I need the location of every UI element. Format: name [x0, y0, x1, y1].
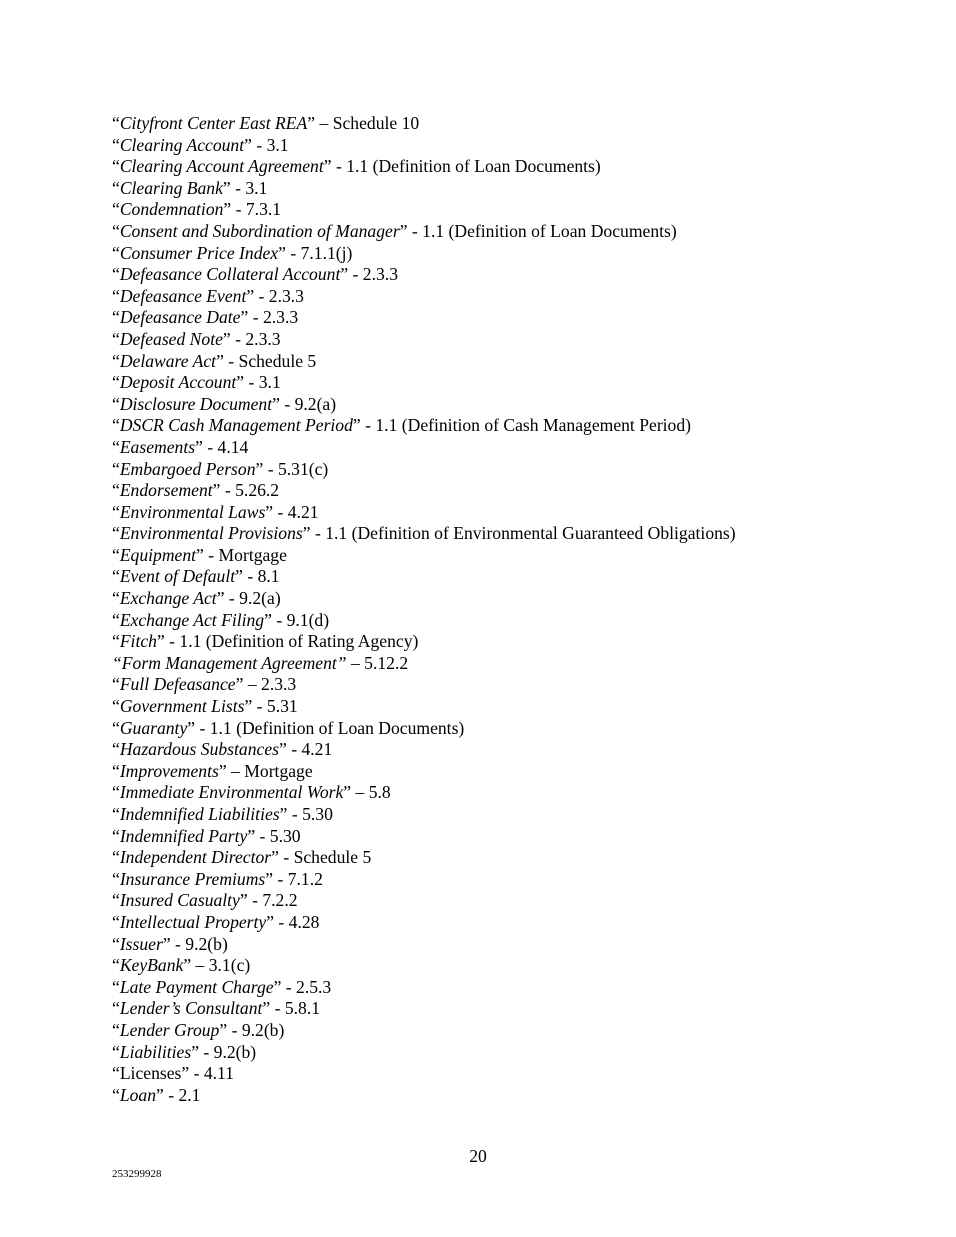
open-quote: “: [112, 998, 120, 1019]
section-reference: - 1.1 (Definition of Loan Documents): [407, 220, 677, 241]
defined-term: Consumer Price Index: [119, 242, 279, 263]
close-quote: ”: [156, 631, 165, 652]
section-reference: - 7.3.1: [231, 199, 282, 220]
open-quote: “: [112, 890, 120, 911]
open-quote: “: [112, 393, 120, 414]
defined-term-entry: [112, 1085, 912, 1107]
section-reference: - 5.8.1: [270, 998, 321, 1019]
close-quote: ”: [181, 1063, 190, 1084]
defined-term: Clearing Account Agreement: [119, 156, 324, 177]
section-reference: - 5.26.2: [220, 480, 280, 501]
defined-term-entry: [112, 653, 912, 675]
defined-term-entry: [112, 437, 912, 459]
section-reference: – 3.1(c): [191, 955, 251, 976]
defined-term-entry: [112, 674, 912, 696]
close-quote: ”: [195, 436, 203, 457]
close-quote: ”: [218, 760, 227, 781]
defined-term-entry: [112, 135, 912, 157]
section-reference: - 2.3.3: [230, 328, 281, 349]
defined-term-entry: [112, 804, 912, 826]
defined-term-entry: [112, 1020, 912, 1042]
section-reference: - Schedule 5: [223, 350, 317, 371]
open-quote: “: [112, 804, 120, 824]
section-reference: - 5.30: [287, 804, 333, 824]
open-quote: “: [112, 328, 120, 349]
close-quote: ”: [222, 177, 231, 198]
close-quote: ”: [240, 307, 249, 328]
section-reference: - 4.21: [273, 501, 319, 522]
section-reference: - 1.1 (Definition of Rating Agency): [164, 631, 419, 652]
defined-term-entry: [112, 156, 912, 178]
open-quote: “: [112, 1041, 120, 1062]
close-quote: ”: [278, 242, 286, 263]
close-quote: ”: [307, 113, 316, 133]
defined-term-entry: [112, 955, 912, 977]
open-quote: “: [112, 285, 120, 306]
defined-term: Government Lists: [119, 696, 245, 717]
defined-term: Improvements: [119, 760, 219, 781]
defined-term-entry: [112, 178, 912, 200]
section-reference: - 5.31: [252, 696, 298, 717]
defined-term-entry: [112, 761, 912, 783]
open-quote: “: [112, 1063, 120, 1084]
section-reference: – 5.12.2: [346, 652, 409, 673]
section-reference: - 4.21: [286, 739, 333, 760]
open-quote: “: [112, 652, 122, 673]
open-quote: “: [112, 674, 120, 695]
section-reference: - 1.1 (Definition of Environmental Guaranteed Obligations): [310, 523, 736, 544]
open-quote: “: [112, 717, 120, 738]
defined-term-entry: [112, 351, 912, 373]
page-number: 20: [469, 1146, 487, 1166]
close-quote: ”: [196, 544, 204, 565]
defined-term: Clearing Bank: [119, 177, 223, 198]
defined-term: Independent Director: [119, 847, 272, 868]
close-quote: ”: [272, 393, 280, 414]
close-quote: ”: [222, 328, 231, 349]
defined-term: Late Payment Charge: [119, 976, 274, 997]
close-quote: ”: [278, 739, 287, 760]
open-quote: “: [112, 220, 120, 241]
defined-term: DSCR Cash Management Period: [119, 415, 353, 436]
defined-term: Defeasance Event: [119, 285, 247, 306]
defined-term-entry: [112, 113, 912, 135]
defined-term-entry: [112, 739, 912, 761]
section-reference: - 2.5.3: [281, 976, 332, 997]
close-quote: ”: [302, 523, 311, 544]
defined-term-entry: [112, 329, 912, 351]
document-id: 253299928: [112, 1168, 162, 1180]
defined-term-entry: [112, 588, 912, 610]
close-quote: ”: [216, 350, 224, 371]
open-quote: “: [112, 847, 120, 868]
open-quote: “: [112, 436, 120, 457]
close-quote: ”: [265, 868, 274, 889]
close-quote: ”: [352, 415, 361, 436]
defined-term-entry: [112, 372, 912, 394]
close-quote: ”: [340, 264, 349, 285]
defined-term: Clearing Account: [119, 134, 245, 155]
section-reference: - 1.1 (Definition of Loan Documents): [195, 717, 465, 738]
open-quote: “: [112, 566, 120, 587]
defined-terms-list: [112, 113, 912, 1106]
defined-term-entry: [112, 394, 912, 416]
close-quote: ”: [162, 933, 171, 954]
close-quote: ”: [219, 1019, 228, 1040]
close-quote: ”: [183, 955, 192, 976]
close-quote: ”: [212, 480, 221, 501]
defined-term-entry: [112, 890, 912, 912]
open-quote: “: [112, 501, 120, 522]
section-reference: - 2.3.3: [348, 264, 398, 285]
defined-term-entry: [112, 977, 912, 999]
close-quote: ”: [336, 652, 347, 673]
section-reference: - Mortgage: [203, 544, 287, 565]
section-reference: - 2.1: [163, 1084, 201, 1105]
open-quote: “: [112, 199, 120, 220]
open-quote: “: [112, 933, 120, 954]
defined-term-entry: [112, 1063, 912, 1085]
section-reference: - 9.1(d): [271, 609, 330, 630]
defined-term-entry: [112, 718, 912, 740]
open-quote: “: [112, 177, 120, 198]
close-quote: ”: [343, 782, 352, 803]
defined-term: Defeasance Collateral Account: [119, 264, 341, 285]
defined-term: Indemnified Party: [119, 825, 248, 846]
section-reference: - 4.28: [274, 911, 320, 932]
defined-term: Event of Default: [119, 566, 236, 587]
defined-term: Lender Group: [119, 1019, 220, 1040]
defined-term: Defeased Note: [119, 328, 223, 349]
defined-term: Delaware Act: [119, 350, 217, 371]
defined-term-entry: [112, 307, 912, 329]
defined-term: Licenses: [119, 1063, 182, 1084]
defined-term: Condemnation: [119, 199, 224, 220]
defined-term: Immediate Environmental Work: [119, 782, 344, 803]
defined-term: KeyBank: [119, 955, 184, 976]
defined-term-entry: [112, 696, 912, 718]
defined-term: Liabilities: [119, 1041, 192, 1062]
defined-term: Lender’s Consultant: [119, 998, 263, 1019]
open-quote: “: [112, 739, 120, 760]
defined-term: Issuer: [119, 933, 163, 954]
close-quote: ”: [323, 156, 332, 177]
defined-term: Fitch: [119, 631, 157, 652]
open-quote: “: [112, 868, 120, 889]
open-quote: “: [112, 782, 120, 803]
defined-term-entry: [112, 566, 912, 588]
defined-term-entry: [112, 1042, 912, 1064]
section-reference: - 7.2.2: [247, 890, 298, 911]
close-quote: ”: [187, 717, 196, 738]
defined-term-entry: [112, 631, 912, 653]
open-quote: “: [112, 264, 120, 285]
close-quote: ”: [279, 804, 288, 824]
defined-term-entry: [112, 847, 912, 869]
defined-term-entry: [112, 264, 912, 286]
section-reference: - 5.30: [255, 825, 301, 846]
defined-term: Consent and Subordination of Manager: [119, 220, 400, 241]
defined-term: Form Management Agreement: [121, 652, 337, 673]
close-quote: ”: [191, 1041, 199, 1062]
defined-term-entry: [112, 502, 912, 524]
close-quote: ”: [223, 199, 232, 220]
close-quote: ”: [247, 825, 256, 846]
close-quote: ”: [244, 696, 253, 717]
defined-term-entry: [112, 221, 912, 243]
close-quote: ”: [235, 566, 243, 587]
section-reference: - 9.2(a): [224, 588, 281, 609]
defined-term-entry: [112, 480, 912, 502]
open-quote: “: [112, 415, 120, 436]
defined-term: Exchange Act: [119, 588, 217, 609]
section-reference: - 9.2(b): [170, 933, 228, 954]
defined-term-entry: [112, 826, 912, 848]
defined-term: Endorsement: [119, 480, 213, 501]
defined-term: Exchange Act Filing: [119, 609, 265, 630]
defined-term: Embargoed Person: [119, 458, 256, 479]
defined-term: Environmental Provisions: [119, 523, 303, 544]
close-quote: ”: [273, 976, 282, 997]
defined-term-entry: [112, 286, 912, 308]
close-quote: ”: [239, 890, 248, 911]
defined-term: Insured Casualty: [119, 890, 240, 911]
open-quote: “: [112, 825, 120, 846]
section-reference: - 7.1.1(j): [285, 242, 353, 263]
close-quote: ”: [262, 998, 271, 1019]
open-quote: “: [112, 307, 120, 328]
section-reference: - 9.2(b): [227, 1019, 285, 1040]
close-quote: ”: [264, 609, 272, 630]
close-quote: ”: [244, 134, 252, 155]
open-quote: “: [112, 523, 120, 544]
close-quote: ”: [266, 911, 275, 932]
close-quote: ”: [271, 847, 279, 868]
close-quote: ”: [265, 501, 274, 522]
section-reference: – 2.3.3: [243, 674, 297, 695]
open-quote: “: [112, 372, 120, 393]
open-quote: “: [112, 696, 120, 717]
open-quote: “: [112, 134, 120, 155]
defined-term: Guaranty: [119, 717, 188, 738]
close-quote: ”: [216, 588, 225, 609]
open-quote: “: [112, 480, 120, 501]
open-quote: “: [112, 458, 120, 479]
defined-term-entry: [112, 912, 912, 934]
defined-term: Intellectual Property: [119, 911, 267, 932]
open-quote: “: [112, 156, 120, 177]
section-reference: - 1.1 (Definition of Loan Documents): [331, 156, 601, 177]
open-quote: “: [112, 1019, 120, 1040]
section-reference: - 2.3.3: [248, 307, 299, 328]
section-reference: – Mortgage: [226, 760, 313, 781]
defined-term-entry: [112, 545, 912, 567]
defined-term-entry: [112, 934, 912, 956]
section-reference: - 1.1 (Definition of Cash Management Period): [360, 415, 692, 436]
section-reference: - 3.1: [244, 372, 281, 393]
open-quote: “: [112, 242, 120, 263]
defined-term-entry: [112, 523, 912, 545]
section-reference: - Schedule 5: [278, 847, 372, 868]
defined-term-entry: [112, 199, 912, 221]
close-quote: ”: [399, 220, 408, 241]
close-quote: ”: [246, 285, 255, 306]
defined-term: Equipment: [119, 544, 197, 565]
section-reference: - 4.14: [202, 436, 249, 457]
open-quote: “: [112, 976, 120, 997]
section-reference: - 9.2(a): [279, 393, 337, 414]
defined-term: Easements: [119, 436, 196, 457]
open-quote: “: [112, 113, 120, 133]
section-reference: - 4.11: [189, 1063, 234, 1084]
open-quote: “: [112, 544, 120, 565]
open-quote: “: [112, 760, 120, 781]
close-quote: ”: [156, 1084, 164, 1105]
close-quote: ”: [255, 458, 264, 479]
section-reference: – Schedule 10: [315, 113, 420, 133]
open-quote: “: [112, 609, 120, 630]
defined-term-entry: [112, 782, 912, 804]
defined-term: Hazardous Substances: [119, 739, 279, 760]
close-quote: ”: [236, 372, 245, 393]
section-reference: – 5.8: [351, 782, 391, 803]
section-reference: - 7.1.2: [273, 868, 323, 889]
defined-term-entry: [112, 415, 912, 437]
defined-term: Insurance Premiums: [119, 868, 266, 889]
section-reference: - 3.1: [251, 134, 289, 155]
open-quote: “: [112, 350, 120, 371]
open-quote: “: [112, 588, 120, 609]
open-quote: “: [112, 911, 120, 932]
defined-term-entry: [112, 869, 912, 891]
defined-term: Cityfront Center East REA: [119, 113, 308, 133]
open-quote: “: [112, 631, 120, 652]
defined-term: Indemnified Liabilities: [119, 804, 280, 824]
defined-term: Environmental Laws: [119, 501, 266, 522]
defined-term-entry: [112, 459, 912, 481]
defined-term: Deposit Account: [119, 372, 237, 393]
section-reference: - 9.2(b): [199, 1041, 257, 1062]
section-reference: - 3.1: [230, 177, 268, 198]
defined-term-entry: [112, 998, 912, 1020]
section-reference: - 8.1: [242, 566, 280, 587]
section-reference: - 5.31(c): [263, 458, 329, 479]
defined-term: Disclosure Document: [119, 393, 273, 414]
defined-term-entry: [112, 610, 912, 632]
close-quote: ”: [235, 674, 244, 695]
section-reference: - 2.3.3: [254, 285, 304, 306]
open-quote: “: [112, 955, 120, 976]
defined-term: Loan: [119, 1084, 156, 1105]
defined-term: Defeasance Date: [119, 307, 241, 328]
defined-term: Full Defeasance: [119, 674, 236, 695]
open-quote: “: [112, 1084, 120, 1105]
defined-term-entry: [112, 243, 912, 265]
